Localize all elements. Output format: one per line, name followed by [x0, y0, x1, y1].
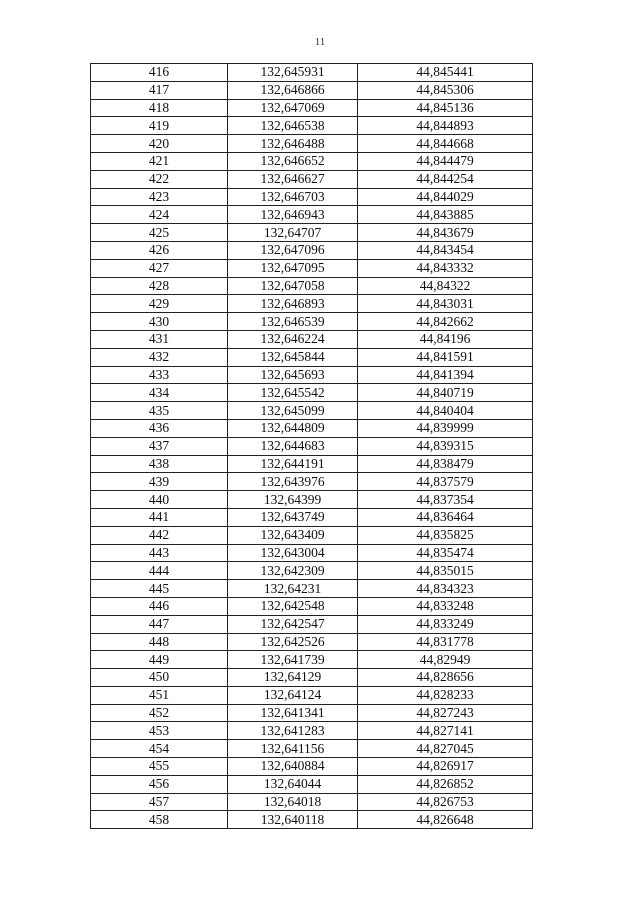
latitude-cell: 44,838479	[358, 455, 533, 473]
table-row	[91, 811, 533, 829]
longitude-cell: 132,646866	[228, 81, 358, 99]
longitude-cell: 132,644809	[228, 419, 358, 437]
longitude-cell: 132,642526	[228, 633, 358, 651]
point-number-cell: 425	[91, 224, 228, 242]
longitude-cell: 132,647069	[228, 99, 358, 117]
table-row	[91, 526, 533, 544]
point-number-cell: 419	[91, 117, 228, 135]
table-row	[91, 793, 533, 811]
latitude-cell: 44,84322	[358, 277, 533, 295]
latitude-cell: 44,826917	[358, 758, 533, 776]
point-number-cell: 438	[91, 455, 228, 473]
longitude-cell: 132,646538	[228, 117, 358, 135]
latitude-cell: 44,835015	[358, 562, 533, 580]
point-number-cell: 431	[91, 330, 228, 348]
longitude-cell: 132,64399	[228, 491, 358, 509]
point-number-cell: 457	[91, 793, 228, 811]
longitude-cell: 132,646893	[228, 295, 358, 313]
table-row	[91, 669, 533, 687]
point-number-cell: 426	[91, 241, 228, 259]
longitude-cell: 132,642309	[228, 562, 358, 580]
longitude-cell: 132,645542	[228, 384, 358, 402]
table-row	[91, 170, 533, 188]
point-number-cell: 455	[91, 758, 228, 776]
point-number-cell: 448	[91, 633, 228, 651]
latitude-cell: 44,828656	[358, 669, 533, 687]
point-number-cell: 429	[91, 295, 228, 313]
table-row	[91, 64, 533, 82]
point-number-cell: 435	[91, 402, 228, 420]
table-row	[91, 295, 533, 313]
longitude-cell: 132,64018	[228, 793, 358, 811]
longitude-cell: 132,641739	[228, 651, 358, 669]
latitude-cell: 44,827141	[358, 722, 533, 740]
latitude-cell: 44,844668	[358, 135, 533, 153]
longitude-cell: 132,64124	[228, 686, 358, 704]
point-number-cell: 458	[91, 811, 228, 829]
table-row	[91, 686, 533, 704]
table-row	[91, 188, 533, 206]
point-number-cell: 440	[91, 491, 228, 509]
point-number-cell: 432	[91, 348, 228, 366]
latitude-cell: 44,840404	[358, 402, 533, 420]
longitude-cell: 132,646627	[228, 170, 358, 188]
coordinates-table	[90, 63, 533, 829]
point-number-cell: 436	[91, 419, 228, 437]
table-row	[91, 508, 533, 526]
longitude-cell: 132,643976	[228, 473, 358, 491]
table-row	[91, 775, 533, 793]
point-number-cell: 439	[91, 473, 228, 491]
point-number-cell: 447	[91, 615, 228, 633]
longitude-cell: 132,644683	[228, 437, 358, 455]
table-row	[91, 241, 533, 259]
longitude-cell: 132,642547	[228, 615, 358, 633]
point-number-cell: 422	[91, 170, 228, 188]
point-number-cell: 449	[91, 651, 228, 669]
table-row	[91, 81, 533, 99]
longitude-cell: 132,646703	[228, 188, 358, 206]
table-row	[91, 562, 533, 580]
latitude-cell: 44,833248	[358, 597, 533, 615]
latitude-cell: 44,839999	[358, 419, 533, 437]
latitude-cell: 44,826648	[358, 811, 533, 829]
latitude-cell: 44,843454	[358, 241, 533, 259]
longitude-cell: 132,64231	[228, 580, 358, 598]
table-row	[91, 152, 533, 170]
longitude-cell: 132,64707	[228, 224, 358, 242]
latitude-cell: 44,842662	[358, 313, 533, 331]
point-number-cell: 430	[91, 313, 228, 331]
point-number-cell: 427	[91, 259, 228, 277]
point-number-cell: 441	[91, 508, 228, 526]
table-row	[91, 259, 533, 277]
point-number-cell: 420	[91, 135, 228, 153]
table-row	[91, 224, 533, 242]
latitude-cell: 44,835825	[358, 526, 533, 544]
latitude-cell: 44,827045	[358, 740, 533, 758]
longitude-cell: 132,643004	[228, 544, 358, 562]
table-row	[91, 277, 533, 295]
table-row	[91, 544, 533, 562]
latitude-cell: 44,82949	[358, 651, 533, 669]
longitude-cell: 132,646943	[228, 206, 358, 224]
point-number-cell: 452	[91, 704, 228, 722]
latitude-cell: 44,840719	[358, 384, 533, 402]
latitude-cell: 44,827243	[358, 704, 533, 722]
longitude-cell: 132,642548	[228, 597, 358, 615]
point-number-cell: 454	[91, 740, 228, 758]
longitude-cell: 132,640118	[228, 811, 358, 829]
latitude-cell: 44,844029	[358, 188, 533, 206]
table-row	[91, 419, 533, 437]
point-number-cell: 456	[91, 775, 228, 793]
latitude-cell: 44,844479	[358, 152, 533, 170]
point-number-cell: 450	[91, 669, 228, 687]
point-number-cell: 421	[91, 152, 228, 170]
table-row	[91, 758, 533, 776]
table-row	[91, 455, 533, 473]
latitude-cell: 44,826753	[358, 793, 533, 811]
table-row	[91, 99, 533, 117]
point-number-cell: 453	[91, 722, 228, 740]
latitude-cell: 44,843679	[358, 224, 533, 242]
point-number-cell: 423	[91, 188, 228, 206]
latitude-cell: 44,833249	[358, 615, 533, 633]
longitude-cell: 132,644191	[228, 455, 358, 473]
longitude-cell: 132,640884	[228, 758, 358, 776]
longitude-cell: 132,645693	[228, 366, 358, 384]
point-number-cell: 434	[91, 384, 228, 402]
table-row	[91, 437, 533, 455]
point-number-cell: 418	[91, 99, 228, 117]
point-number-cell: 443	[91, 544, 228, 562]
latitude-cell: 44,831778	[358, 633, 533, 651]
table-row	[91, 135, 533, 153]
latitude-cell: 44,836464	[358, 508, 533, 526]
longitude-cell: 132,645099	[228, 402, 358, 420]
latitude-cell: 44,84196	[358, 330, 533, 348]
table-row	[91, 313, 533, 331]
point-number-cell: 445	[91, 580, 228, 598]
latitude-cell: 44,844254	[358, 170, 533, 188]
longitude-cell: 132,646488	[228, 135, 358, 153]
latitude-cell: 44,834323	[358, 580, 533, 598]
longitude-cell: 132,641283	[228, 722, 358, 740]
table-row	[91, 206, 533, 224]
point-number-cell: 444	[91, 562, 228, 580]
longitude-cell: 132,646224	[228, 330, 358, 348]
table-row	[91, 491, 533, 509]
longitude-cell: 132,647095	[228, 259, 358, 277]
longitude-cell: 132,64129	[228, 669, 358, 687]
coordinates-table-body	[91, 64, 533, 829]
point-number-cell: 446	[91, 597, 228, 615]
latitude-cell: 44,841394	[358, 366, 533, 384]
table-row	[91, 722, 533, 740]
latitude-cell: 44,826852	[358, 775, 533, 793]
table-row	[91, 597, 533, 615]
longitude-cell: 132,641156	[228, 740, 358, 758]
point-number-cell: 437	[91, 437, 228, 455]
table-row	[91, 615, 533, 633]
latitude-cell: 44,828233	[358, 686, 533, 704]
longitude-cell: 132,643409	[228, 526, 358, 544]
longitude-cell: 132,646539	[228, 313, 358, 331]
table-row	[91, 117, 533, 135]
latitude-cell: 44,844893	[358, 117, 533, 135]
longitude-cell: 132,645931	[228, 64, 358, 82]
latitude-cell: 44,845441	[358, 64, 533, 82]
latitude-cell: 44,845306	[358, 81, 533, 99]
point-number-cell: 442	[91, 526, 228, 544]
table-row	[91, 402, 533, 420]
latitude-cell: 44,841591	[358, 348, 533, 366]
longitude-cell: 132,645844	[228, 348, 358, 366]
latitude-cell: 44,839315	[358, 437, 533, 455]
latitude-cell: 44,843885	[358, 206, 533, 224]
point-number-cell: 428	[91, 277, 228, 295]
point-number-cell: 416	[91, 64, 228, 82]
table-row	[91, 740, 533, 758]
longitude-cell: 132,64044	[228, 775, 358, 793]
table-row	[91, 384, 533, 402]
latitude-cell: 44,837354	[358, 491, 533, 509]
point-number-cell: 417	[91, 81, 228, 99]
longitude-cell: 132,647096	[228, 241, 358, 259]
table-row	[91, 330, 533, 348]
table-row	[91, 633, 533, 651]
point-number-cell: 424	[91, 206, 228, 224]
latitude-cell: 44,843332	[358, 259, 533, 277]
latitude-cell: 44,845136	[358, 99, 533, 117]
page-number: 11	[314, 36, 326, 48]
table-row	[91, 366, 533, 384]
table-row	[91, 651, 533, 669]
longitude-cell: 132,646652	[228, 152, 358, 170]
latitude-cell: 44,835474	[358, 544, 533, 562]
table-row	[91, 348, 533, 366]
point-number-cell: 451	[91, 686, 228, 704]
table-row	[91, 704, 533, 722]
point-number-cell: 433	[91, 366, 228, 384]
longitude-cell: 132,641341	[228, 704, 358, 722]
table-row	[91, 580, 533, 598]
longitude-cell: 132,647058	[228, 277, 358, 295]
latitude-cell: 44,837579	[358, 473, 533, 491]
latitude-cell: 44,843031	[358, 295, 533, 313]
table-row	[91, 473, 533, 491]
longitude-cell: 132,643749	[228, 508, 358, 526]
